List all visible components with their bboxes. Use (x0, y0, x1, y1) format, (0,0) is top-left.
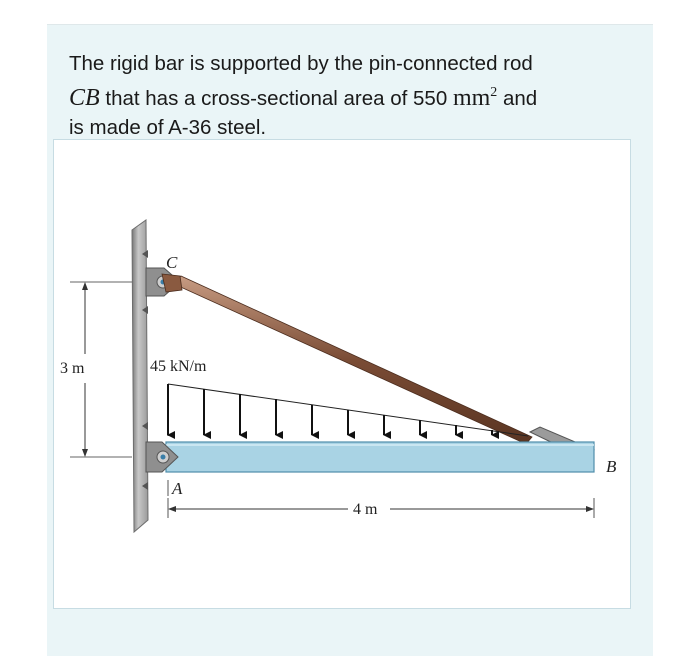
point-b-label: B (606, 457, 617, 476)
problem-statement (69, 49, 639, 142)
problem-text-3: is made of A-36 steel. (69, 116, 267, 139)
length-dim-label: 4 m (353, 501, 378, 518)
problem-text-2: that has a cross-sectional area of 550 (105, 87, 448, 110)
rod-cb (162, 274, 594, 458)
height-dimension (60, 282, 132, 457)
rigid-beam (166, 442, 594, 472)
point-a-label: A (172, 479, 183, 498)
question-card (47, 24, 653, 656)
distributed-load (150, 358, 528, 436)
load-label: 45 kN/m (150, 358, 207, 375)
height-dim-label: 3 m (60, 360, 85, 377)
length-dimension (168, 498, 594, 518)
rod-variable: CB (69, 85, 100, 111)
structure-diagram (54, 140, 630, 608)
area-unit: $mm^2$ (452, 85, 498, 111)
problem-text-1: The rigid bar is supported by the pin-connected rod (69, 52, 533, 75)
structure-figure (53, 139, 631, 609)
problem-text-and: and (503, 87, 538, 110)
point-c-label: C (166, 253, 178, 272)
